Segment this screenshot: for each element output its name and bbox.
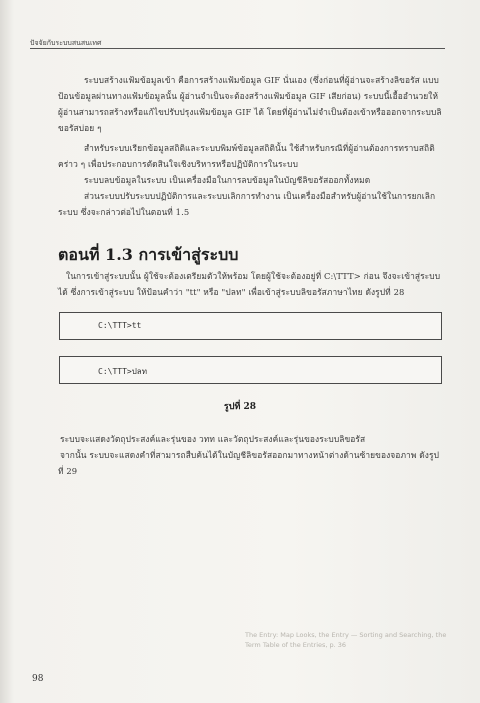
paragraph-input-file-system: ระบบสร้างแฟ้มข้อมูลเข้า คือการสร้างแฟ้มข้อมูล GIF นั่นเอง (ซึ่งก่อนที่ผู้อ่านจะสร้างลิขอรัส แบบป้อนข้อมูลผ่านทางแฟ้มข้อมูลนั้น ผู้อ่านจำเป็นจะต้องสร้างแฟ้มข้อมูล GIF เสียก่อน) ระบบนี้เอื้ออำนวยให้ผู้อ่านสามารถสร้างหรือแก้ไขปรับปรุงแฟ้มข้อมูล GIF ได้ โดยที่ผู้อ่านไม่จำเป็นต้องเข้าหรือออกจากระบบลิขอรัสบ่อย ๆ (58, 75, 442, 133)
paragraph-after-figure-2: จากนั้น ระบบจะแสดงคำที่สามารถสืบค้นได้ในบัญชีลิขอรัสออกมาทางหน้าต่างด้านซ้ายของจอภาพ ดังรูปที่ 29 (58, 450, 439, 476)
page-number: 98 (32, 674, 44, 684)
bleed-through-text: The Entry: Map Looks, the Entry — Sorting and Searching, the Term Table of the Entries, p. 36 (245, 631, 447, 649)
paragraph-statistics-system: สำหรับระบบเรียกข้อมูลสถิติและระบบพิมพ์ข้อมูลสถิตินั้น ใช้สำหรับกรณีที่ผู้อ่านต้องการทราบสถิติคร่าว ๆ เพื่อประกอบการตัดสินใจเชิงบริหารหรือปฏิบัติการในระบบ (58, 143, 435, 169)
command-box-thai (59, 356, 442, 384)
running-header: ปัจจัยกับระบบสนสนเทศ (30, 39, 102, 47)
paragraph-exit-system: ส่วนระบบปรับระบบปฏิบัติการและระบบเลิกการทำงาน เป็นเครื่องมือสำหรับผู้อ่านใช้ในการยกเลิกระบบ ซึ่งจะกล่าวต่อไปในตอนที่ 1.5 (58, 191, 436, 217)
command-text: C:\TTT>tt (98, 321, 142, 330)
paragraph-delete-system: ระบบลบข้อมูลในระบบ เป็นเครื่องมือในการลบข้อมูลในบัญชีลิขอรัสออกทั้งหมด (84, 175, 371, 185)
paragraph-after-figure-1: ระบบจะแสดงวัตถุประสงค์และรุ่นของ วทท และวัตถุประสงค์และรุ่นของระบบลิขอรัส (60, 434, 366, 444)
paragraph-login-intro: ในการเข้าสู่ระบบนั้น ผู้ใช้จะต้องเตรียมตัวให้พร้อม โดยผู้ใช้จะต้องอยู่ที่ C:\TTT> ก่อน จึงจะเข้าสู่ระบบได้ ซึ่งการเข้าสู่ระบบ ให้ป้อนคำว่า "tt" หรือ "ปลท" เพื่อเข้าสู่ระบบลิขอรัสภาษาไทย ดังรูปที่ 28 (58, 271, 441, 297)
figure-caption: รูปที่ 28 (223, 402, 257, 412)
section-heading: ตอนที่ 1.3 การเข้าสู่ระบบ (58, 245, 239, 264)
header-rule (30, 48, 445, 49)
command-box-tt (59, 312, 442, 340)
command-text: C:\TTT>ปลท (98, 367, 147, 376)
